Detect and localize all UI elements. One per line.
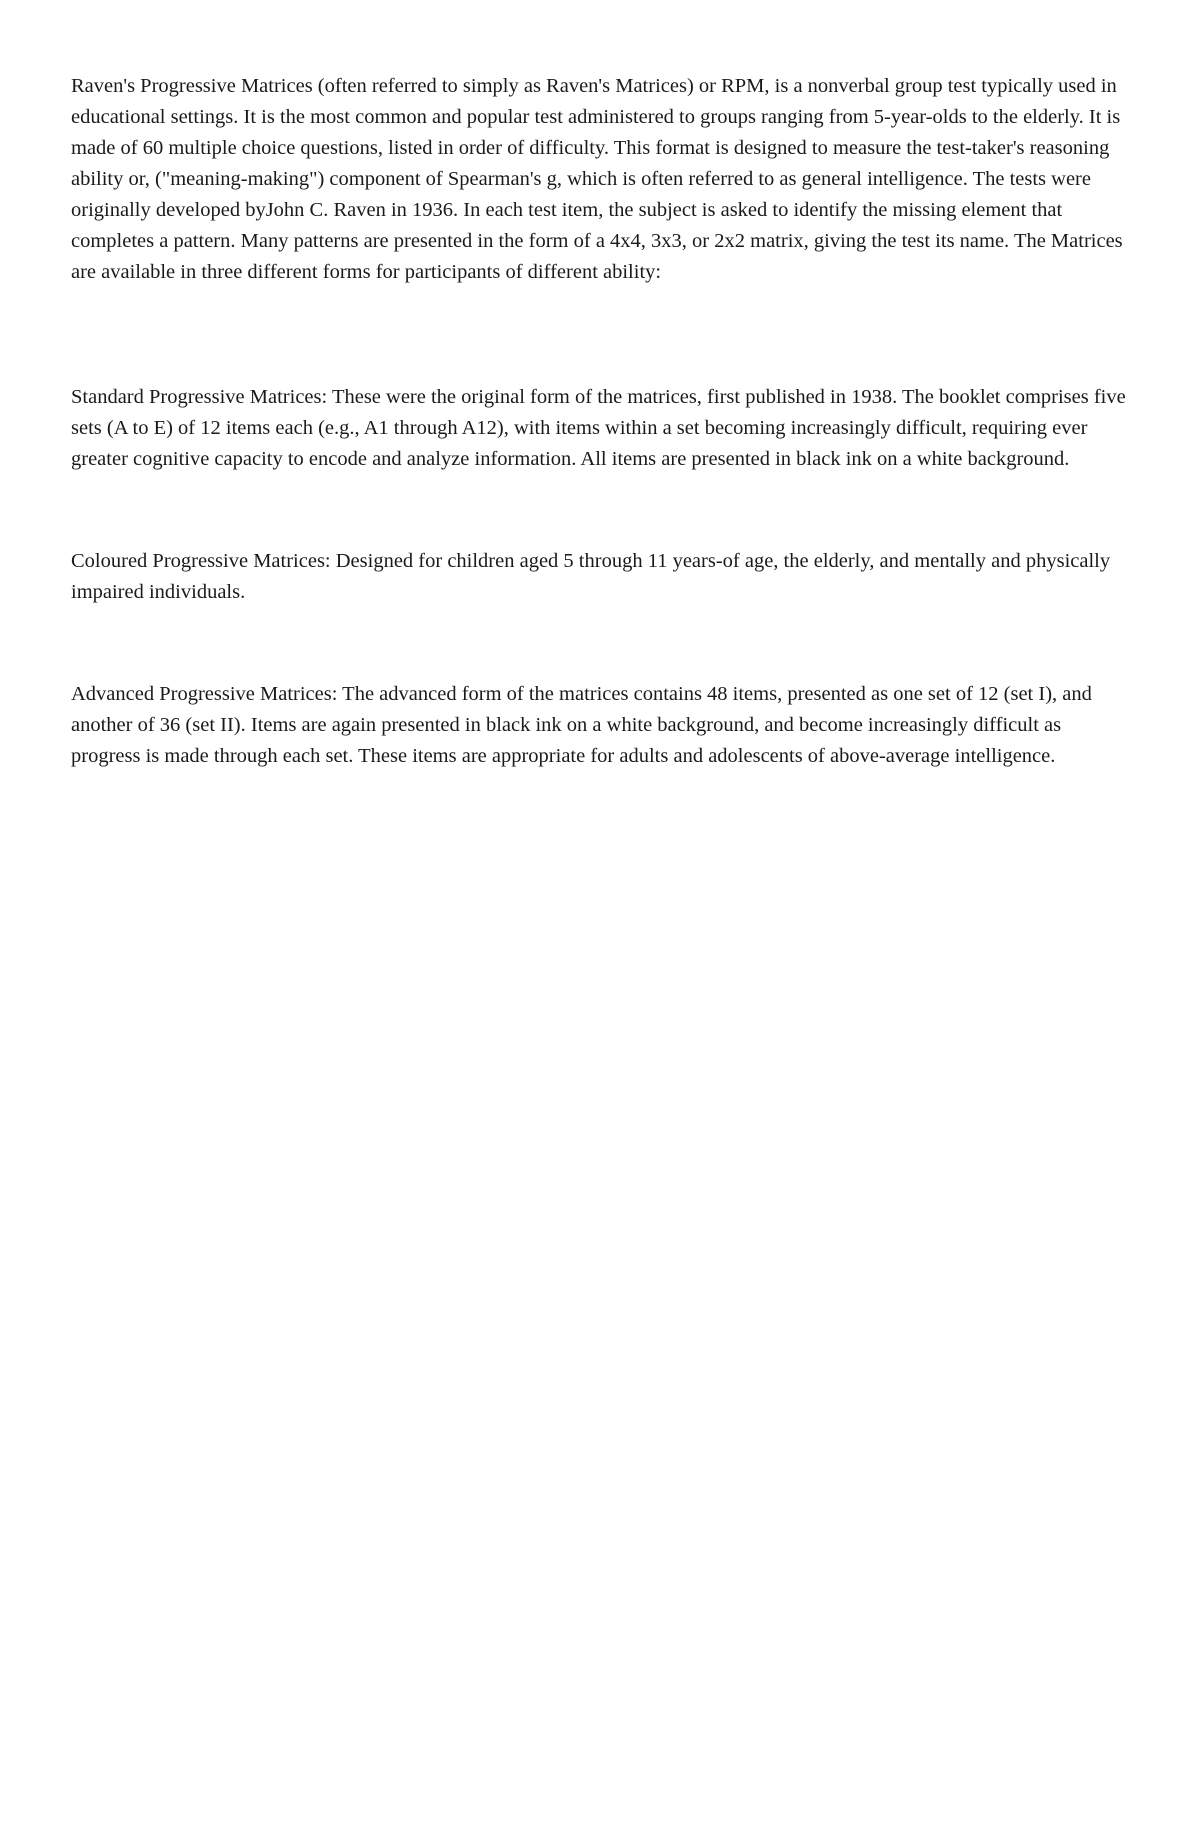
paragraph-advanced-progressive-matrices: Advanced Progressive Matrices: The advanced form of the matrices contains 48 items, presented as one set of 12 (set I), and another of 36 (set II). Items are again presented in black ink on a white background, and become increasingly difficult as progress is made through each set. These items are appropriate for adults and adolescents of above-average intelligence. — [71, 683, 1092, 767]
paragraph-coloured-progressive-matrices: Coloured Progressive Matrices: Designed for children aged 5 through 11 years-of age, the elderly, and mentally and physically impaired individuals. — [71, 550, 1111, 603]
paragraph-intro: Raven's Progressive Matrices (often referred to simply as Raven's Matrices) or RPM, is a nonverbal group test typically used in educational settings. It is the most common and popular test administered to groups ranging from 5-year-olds to the elderly. It is made of 60 multiple choice questions, listed in order of difficulty. This format is designed to measure the test-taker's reasoning ability or, ("meaning-making") component of Spearman's g, which is often referred to as general intelligence. The tests were originally developed byJohn C. Raven in 1936. In each test item, the subject is asked to identify the missing element that completes a pattern. Many patterns are presented in the form of a 4x4, 3x3, or 2x2 matrix, giving the test its name. The Matrices are available in three different forms for participants of different ability: — [71, 75, 1123, 283]
text-column — [71, 71, 1131, 772]
paragraph-standard-progressive-matrices: Standard Progressive Matrices: These were the original form of the matrices, first published in 1938. The booklet comprises five sets (A to E) of 12 items each (e.g., A1 through A12), with items within a set becoming increasingly difficult, requiring ever greater cognitive capacity to encode and analyze information. All items are presented in black ink on a white background. — [71, 386, 1126, 470]
